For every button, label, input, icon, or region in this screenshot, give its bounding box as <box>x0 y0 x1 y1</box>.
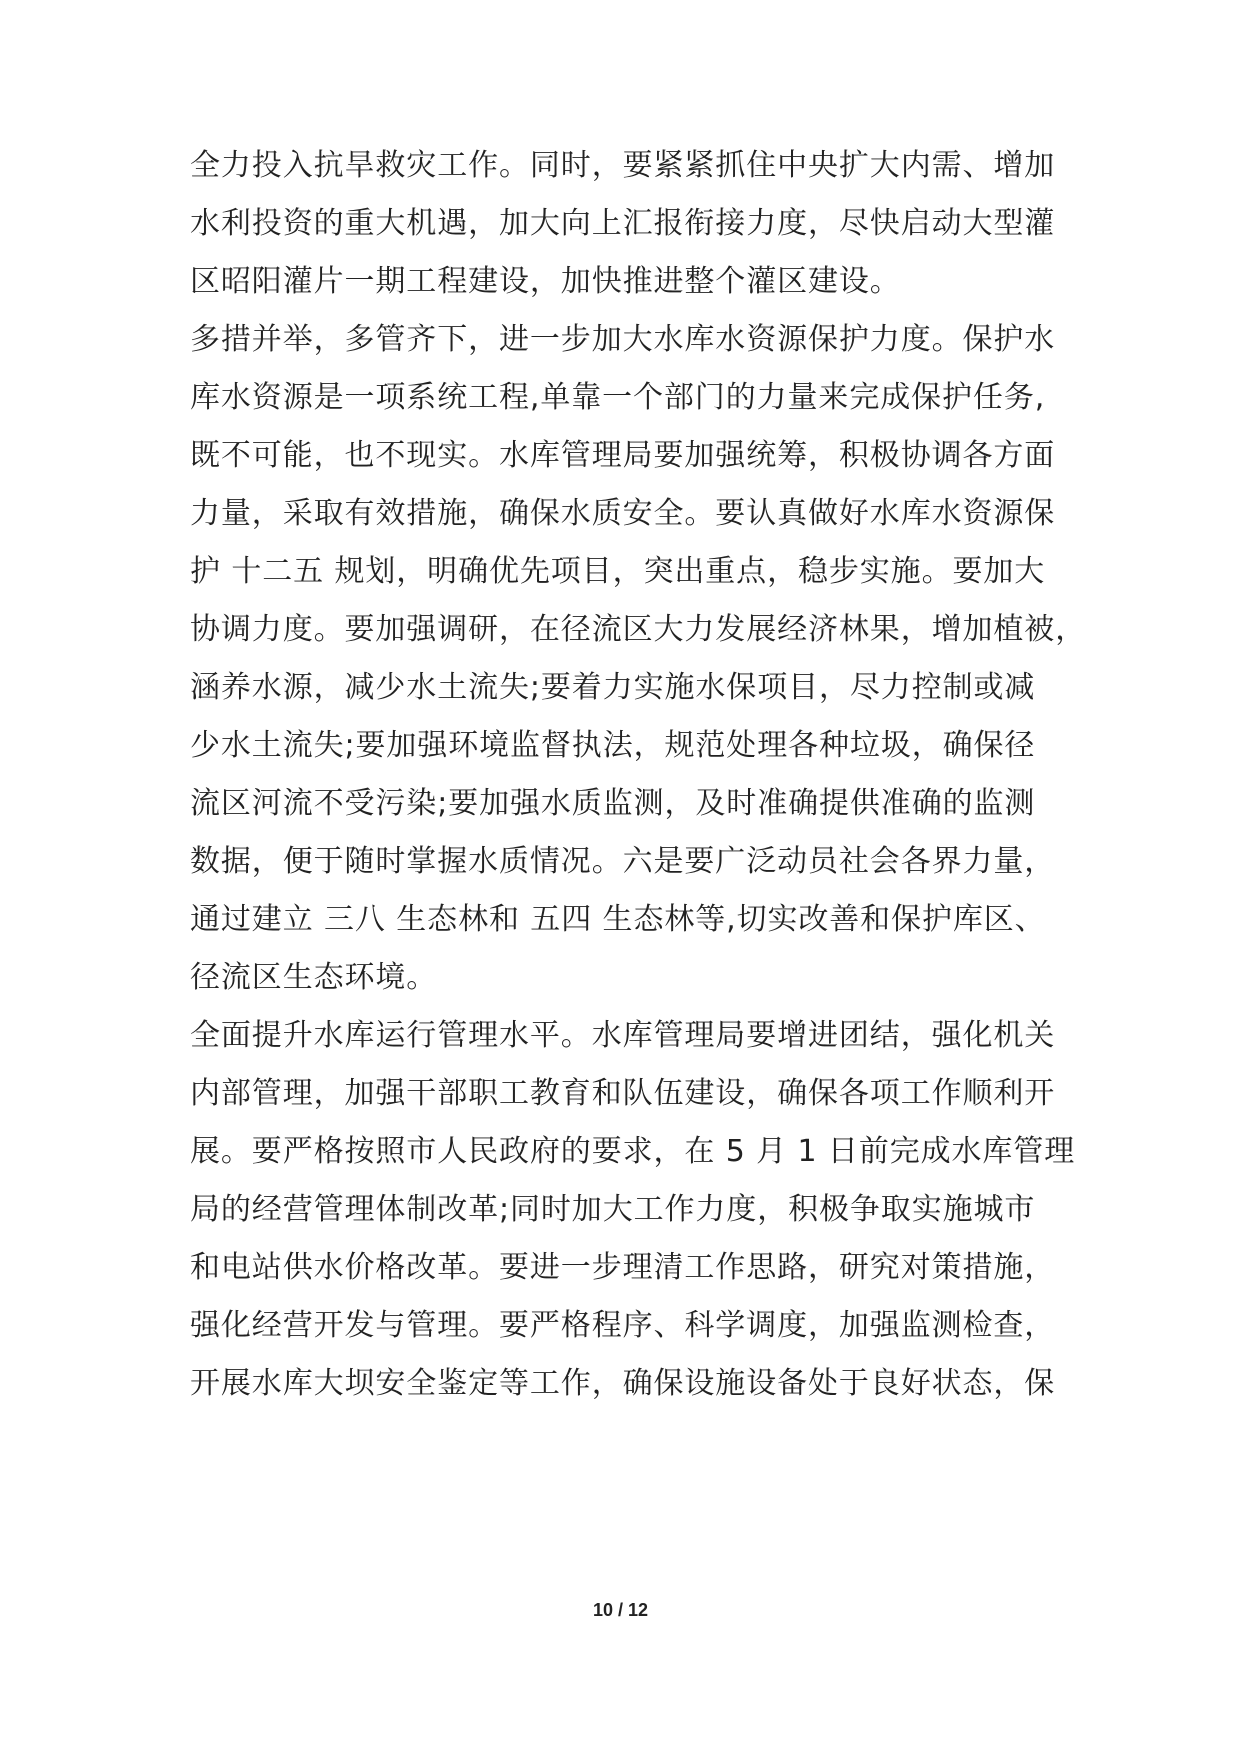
text-line: 数据，便于随时掌握水质情况。六是要广泛动员社会各界力量， <box>190 844 1056 879</box>
text-line: 区昭阳灌片一期工程建设，加快推进整个灌区建设。 <box>190 264 901 299</box>
text-line: 内部管理，加强干部职工教育和队伍建设，确保各项工作顺利开 <box>190 1076 1056 1111</box>
text-line: 径流区生态环境。 <box>190 960 438 995</box>
text-line: 展。要严格按照市人民政府的要求，在 5 月 1 日前完成水库管理 <box>190 1134 1076 1169</box>
text-line: 和电站供水价格改革。要进一步理清工作思路，研究对策措施， <box>190 1250 1056 1285</box>
text-line: 开展水库大坝安全鉴定等工作，确保设施设备处于良好状态，保 <box>190 1366 1056 1401</box>
text-line: 全力投入抗旱救灾工作。同时，要紧紧抓住中央扩大内需、增加 <box>190 148 1056 183</box>
text-line: 局的经营管理体制改革;同时加大工作力度，积极争取实施城市 <box>190 1192 1036 1227</box>
page-number: 10 / 12 <box>592 1600 649 1620</box>
text-line: 水利投资的重大机遇，加大向上汇报衔接力度，尽快启动大型灌 <box>190 206 1056 241</box>
text-line: 通过建立 三八 生态林和 五四 生态林等,切实改善和保护库区、 <box>190 902 1046 937</box>
text-line: 力量，采取有效措施，确保水质安全。要认真做好水库水资源保 <box>190 496 1056 531</box>
text-line: 既不可能，也不现实。水库管理局要加强统筹，积极协调各方面 <box>190 438 1056 473</box>
text-line: 少水土流失;要加强环境监督执法，规范处理各种垃圾，确保径 <box>190 728 1036 763</box>
text-line: 护 十二五 规划，明确优先项目，突出重点，稳步实施。要加大 <box>190 554 1046 589</box>
text-line: 多措并举，多管齐下，进一步加大水库水资源保护力度。保护水 <box>190 322 1056 357</box>
text-line: 库水资源是一项系统工程,单靠一个部门的力量来完成保护任务, <box>190 380 1046 415</box>
text-line: 协调力度。要加强调研，在径流区大力发展经济林果，增加植被， <box>190 612 1087 647</box>
text-line: 强化经营开发与管理。要严格程序、科学调度，加强监测检查， <box>190 1308 1056 1343</box>
text-line: 全面提升水库运行管理水平。水库管理局要增进团结，强化机关 <box>190 1018 1056 1053</box>
text-line: 涵养水源，减少水土流失;要着力实施水保项目，尽力控制或减 <box>190 670 1036 705</box>
text-line: 流区河流不受污染;要加强水质监测，及时准确提供准确的监测 <box>190 786 1036 821</box>
